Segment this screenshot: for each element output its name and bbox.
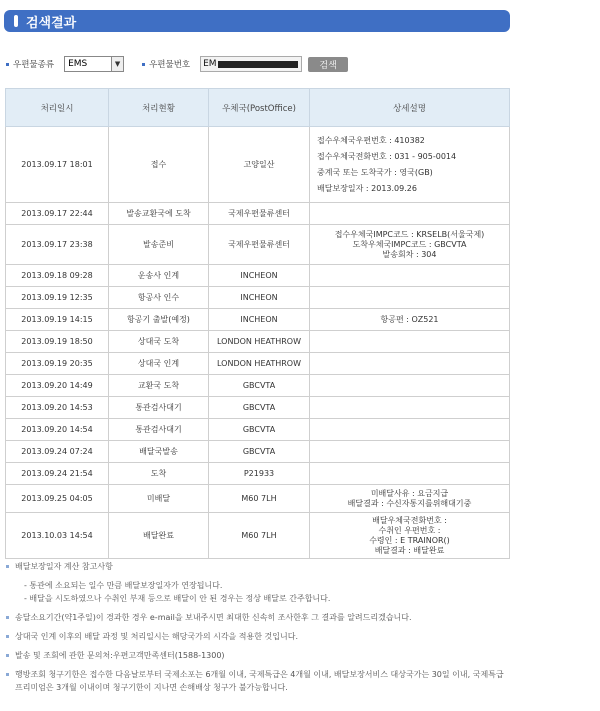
cell-datetime: 2013.09.17 22:44 [6,203,109,225]
cell-datetime: 2013.09.19 14:15 [6,309,109,331]
note-item: 발송 및 조회에 관한 문의처:우편고객만족센터(1588-1300) [6,649,506,662]
search-button[interactable]: 검색 [308,57,348,72]
bullet-icon [6,565,9,568]
cell-datetime: 2013.09.19 18:50 [6,331,109,353]
table-row [6,419,510,441]
table-row [6,375,510,397]
cell-office: M60 7LH [209,513,310,559]
mail-number-label: 우편물번호 [142,58,190,70]
cell-datetime: 2013.09.24 07:24 [6,441,109,463]
cell-detail [310,287,510,309]
cell-datetime: 2013.09.17 18:01 [6,127,109,203]
table-row [6,309,510,331]
cell-status: 운송사 인계 [109,265,209,287]
detail-line: 배달보장일자 : 2013.09.26 [317,183,417,193]
cell-status: 항공기 출발(예정) [109,309,209,331]
bullet-icon [6,673,9,676]
table-row [6,441,510,463]
cell-detail [310,397,510,419]
mail-number-input[interactable]: EM [200,56,302,72]
cell-status: 발송교환국에 도착 [109,203,209,225]
mail-type-label: 우편물종류 [6,58,54,70]
cell-office: GBCVTA [209,419,310,441]
cell-status: 미배달 [109,485,209,513]
table-row [6,203,510,225]
table-row [6,331,510,353]
cell-status: 교환국 도착 [109,375,209,397]
result-title-bar [4,10,510,32]
bullet-icon [142,63,145,66]
cell-status: 통관검사대기 [109,397,209,419]
bullet-icon [6,635,9,638]
cell-detail [310,203,510,225]
note-item: 상대국 인계 이후의 배달 과정 및 처리일시는 해당국가의 시각을 적용한 것입니다. [6,630,506,643]
note-subitem: - 배달을 시도하였으나 수취인 부재 등으로 배달이 안 된 경우는 정상 배달로 간주합니다. [24,594,331,603]
cell-datetime: 2013.09.25 04:05 [6,485,109,513]
table-row [6,287,510,309]
cell-datetime: 2013.09.17 23:38 [6,225,109,265]
cell-datetime: 2013.09.20 14:54 [6,419,109,441]
cell-status: 항공사 인수 [109,287,209,309]
cell-detail [310,441,510,463]
note-item: 배달보장일자 계산 참고사항 [6,560,506,573]
table-row [6,463,510,485]
table-header-row [6,89,510,127]
cell-detail [310,375,510,397]
cell-detail [310,331,510,353]
cell-detail: 항공편 : OZ521 [310,309,510,331]
cell-office: INCHEON [209,287,310,309]
column-header-office: 우체국(PostOffice) [209,89,310,127]
table-row [6,485,510,513]
cell-datetime: 2013.09.19 20:35 [6,353,109,375]
chevron-down-icon[interactable]: ▼ [111,57,123,71]
detail-line: 접수우체국전화번호 : 031 - 905-0014 [317,151,457,161]
detail-line: 중계국 또는 도착국가 : 영국(GB) [317,167,433,177]
note-item: 행방조회 청구기한은 접수한 다음날로부터 국제소포는 6개월 이내, 국제특급은 4개월 이내, 배달보장서비스 대상국가는 30일 이내, 국제특급프리미엄은 3개월 이내이며 청구기한이 지나면 손해배상 청구가 불가능합니다. [6,668,506,694]
cell-status: 발송준비 [109,225,209,265]
cell-status: 배달국발송 [109,441,209,463]
table-row [6,127,510,203]
column-header-datetime: 처리일시 [6,89,109,127]
cell-office: GBCVTA [209,375,310,397]
cell-detail [310,265,510,287]
cell-office: GBCVTA [209,397,310,419]
search-form [6,55,506,73]
cell-detail [310,353,510,375]
cell-datetime: 2013.09.24 21:54 [6,463,109,485]
cell-office: LONDON HEATHROW [209,353,310,375]
cell-detail [310,419,510,441]
column-header-detail: 상세설명 [310,89,510,127]
cell-detail: 미배달사유 : 요금지급 배달결과 : 수신자통지를위해대기중 [310,485,510,513]
cell-office: 고양일산 [209,127,310,203]
cell-datetime: 2013.09.19 12:35 [6,287,109,309]
table-row [6,265,510,287]
cell-status: 접수 [109,127,209,203]
cell-detail [310,463,510,485]
table-row [6,353,510,375]
redaction-mark [218,61,298,68]
table-row [6,397,510,419]
bullet-icon [6,63,9,66]
title-marker-icon [14,15,18,27]
cell-status: 도착 [109,463,209,485]
cell-office: M60 7LH [209,485,310,513]
bullet-icon [6,654,9,657]
mail-type-select[interactable]: EMS ▼ [64,56,124,72]
column-header-status: 처리현황 [109,89,209,127]
bullet-icon [6,616,9,619]
cell-office: GBCVTA [209,441,310,463]
tracking-table [5,88,510,559]
cell-status: 상대국 도착 [109,331,209,353]
cell-office: INCHEON [209,265,310,287]
cell-office: LONDON HEATHROW [209,331,310,353]
cell-office: 국제우편물류센터 [209,203,310,225]
cell-status: 통관검사대기 [109,419,209,441]
cell-detail: 배달우체국전화번호 : 수취인 우편번호 : 수령인 : E TRAINOR() 배달결과 : 배달완료 [310,513,510,559]
cell-office: 국제우편물류센터 [209,225,310,265]
cell-office: P21933 [209,463,310,485]
cell-detail [310,127,510,203]
cell-status: 배달완료 [109,513,209,559]
detail-line: 접수우체국우편번호 : 410382 [317,135,425,145]
cell-datetime: 2013.10.03 14:54 [6,513,109,559]
page-title: 검색결과 [26,15,77,31]
cell-datetime: 2013.09.20 14:49 [6,375,109,397]
note-item: 송달소요기간(약1주일)이 경과한 경우 e-mail을 보내주시면 최대한 신속히 조사한후 그 결과를 알려드리겠습니다. [6,611,506,624]
note-subitem: - 통관에 소요되는 일수 만큼 배달보장일자가 연장됩니다. [24,581,223,590]
cell-status: 상대국 인계 [109,353,209,375]
table-row [6,225,510,265]
cell-detail: 접수우체국IMPC코드 : KRSELB(서울국제) 도착우체국IMPC코드 : GBCVTA 발송회차 : 304 [310,225,510,265]
cell-datetime: 2013.09.20 14:53 [6,397,109,419]
notes-section [6,560,506,700]
cell-datetime: 2013.09.18 09:28 [6,265,109,287]
cell-office: INCHEON [209,309,310,331]
table-row [6,513,510,559]
